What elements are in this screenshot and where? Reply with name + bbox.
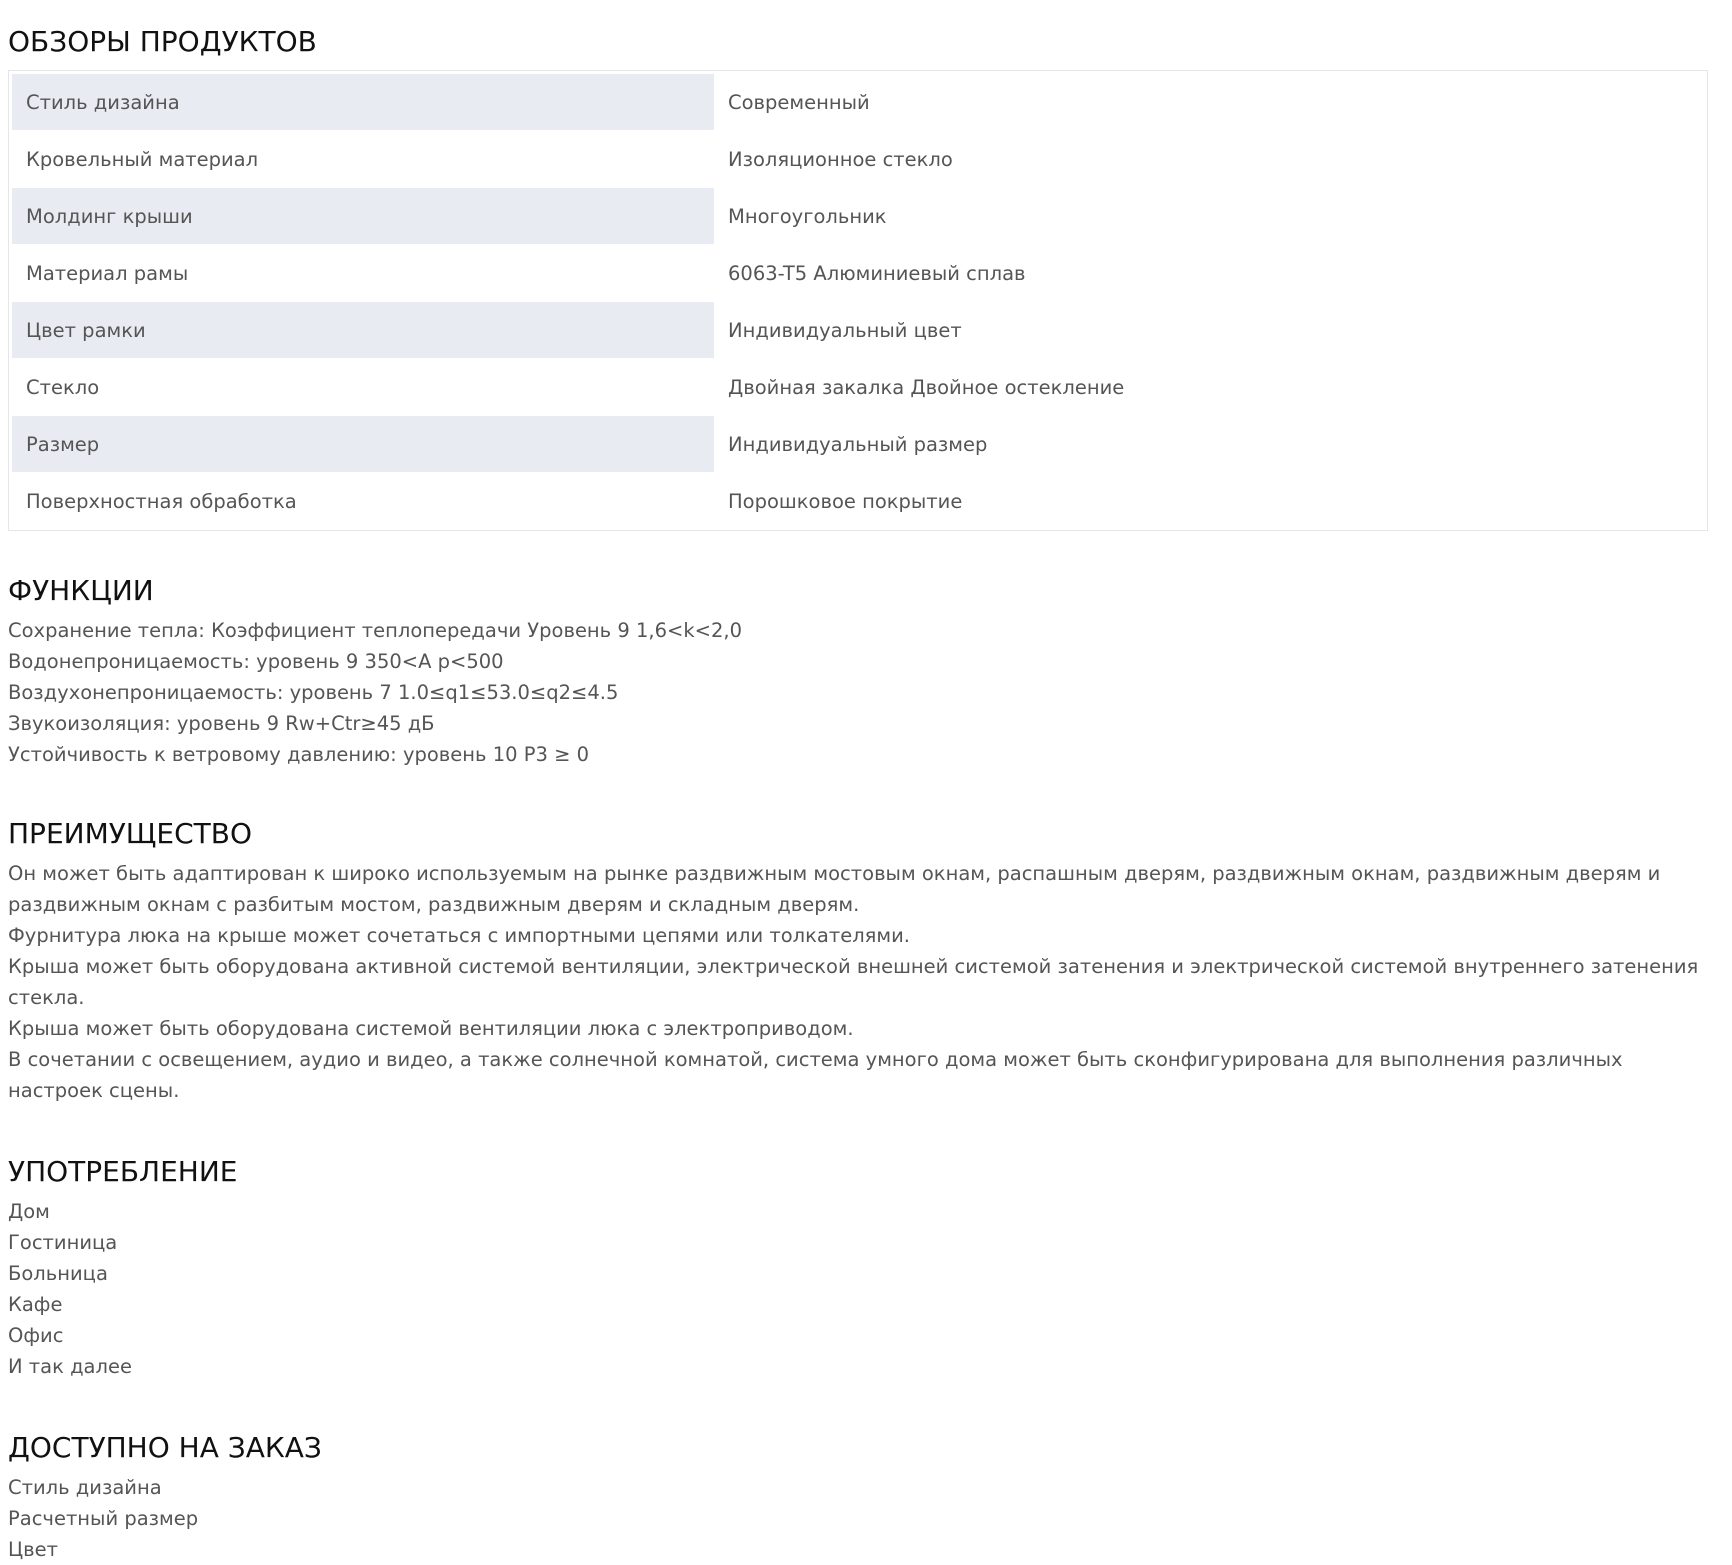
function-item: Устойчивость к ветровому давлению: уровень 10 P3 ≥ 0 bbox=[8, 743, 590, 766]
advantage-item: В сочетании с освещением, аудио и видео, а также солнечной комнатой, система умного дома может быть сконфигурирована для выполнения различных настроек сцены. bbox=[8, 1048, 1623, 1102]
spec-row bbox=[12, 302, 1707, 359]
order-item: Цвет bbox=[8, 1538, 58, 1561]
usage-list bbox=[8, 1196, 1708, 1382]
functions-title: ФУНКЦИИ bbox=[8, 574, 154, 607]
function-item: Сохранение тепла: Коэффициент теплопередачи Уровень 9 1,6<k<2,0 bbox=[8, 619, 742, 642]
spec-label: Стиль дизайна bbox=[12, 74, 714, 131]
spec-row bbox=[12, 416, 1707, 473]
spec-row bbox=[12, 245, 1707, 302]
spec-value: Изоляционное стекло bbox=[714, 131, 1707, 188]
spec-label: Материал рамы bbox=[12, 245, 714, 302]
functions-list bbox=[8, 615, 1708, 770]
spec-label: Поверхностная обработка bbox=[12, 473, 714, 530]
usage-item: Кафе bbox=[8, 1293, 63, 1316]
spec-value: Порошковое покрытие bbox=[714, 473, 1707, 530]
spec-row bbox=[12, 359, 1707, 416]
advantage-item: Он может быть адаптирован к широко используемым на рынке раздвижным мостовым окнам, распашным дверям, раздвижным окнам, раздвижным дверям и раздвижным окнам с разбитым мостом, раздвижным дверям и складным дверям. bbox=[8, 862, 1661, 916]
spec-value: 6063-T5 Алюминиевый сплав bbox=[714, 245, 1707, 302]
spec-row bbox=[12, 131, 1707, 188]
advantage-list bbox=[8, 858, 1708, 1106]
advantage-item: Фурнитура люка на крыше может сочетаться с импортными цепями или толкателями. bbox=[8, 924, 910, 947]
function-item: Воздухонепроницаемость: уровень 7 1.0≤q1≤53.0≤q2≤4.5 bbox=[8, 681, 619, 704]
spec-label: Размер bbox=[12, 416, 714, 473]
spec-row bbox=[12, 74, 1707, 131]
order-section bbox=[8, 1430, 1708, 1565]
functions-section bbox=[8, 573, 1708, 770]
spec-row bbox=[12, 188, 1707, 245]
spec-label: Молдинг крыши bbox=[12, 188, 714, 245]
advantage-section bbox=[8, 816, 1708, 1106]
advantage-title: ПРЕИМУЩЕСТВО bbox=[8, 817, 253, 850]
spec-value: Многоугольник bbox=[714, 188, 1707, 245]
spec-label: Цвет рамки bbox=[12, 302, 714, 359]
usage-section bbox=[8, 1154, 1708, 1382]
spec-table bbox=[8, 70, 1708, 531]
function-item: Звукоизоляция: уровень 9 Rw+Ctr≥45 дБ bbox=[8, 712, 435, 735]
spec-value: Индивидуальный цвет bbox=[714, 302, 1707, 359]
usage-item: Дом bbox=[8, 1200, 50, 1223]
spec-value: Двойная закалка Двойное остекление bbox=[714, 359, 1707, 416]
function-item: Водонепроницаемость: уровень 9 350<A p<500 bbox=[8, 650, 504, 673]
usage-item: И так далее bbox=[8, 1355, 132, 1378]
spec-value: Современный bbox=[714, 74, 1707, 131]
spec-label: Кровельный материал bbox=[12, 131, 714, 188]
spec-label: Стекло bbox=[12, 359, 714, 416]
order-title: ДОСТУПНО НА ЗАКАЗ bbox=[8, 1431, 322, 1464]
order-list bbox=[8, 1472, 1708, 1565]
spec-value: Индивидуальный размер bbox=[714, 416, 1707, 473]
usage-title: УПОТРЕБЛЕНИЕ bbox=[8, 1155, 238, 1188]
usage-item: Офис bbox=[8, 1324, 64, 1347]
usage-item: Больница bbox=[8, 1262, 108, 1285]
order-item: Расчетный размер bbox=[8, 1507, 199, 1530]
advantage-item: Крыша может быть оборудована активной системой вентиляции, электрической внешней системой затенения и электрической системой внутреннего затенения стекла. bbox=[8, 955, 1699, 1009]
product-page bbox=[8, 0, 1708, 1565]
usage-item: Гостиница bbox=[8, 1231, 118, 1254]
order-item: Стиль дизайна bbox=[8, 1476, 162, 1499]
advantage-item: Крыша может быть оборудована системой вентиляции люка с электроприводом. bbox=[8, 1017, 854, 1040]
spec-row bbox=[12, 473, 1707, 530]
overview-title: ОБЗОРЫ ПРОДУКТОВ bbox=[8, 25, 317, 58]
